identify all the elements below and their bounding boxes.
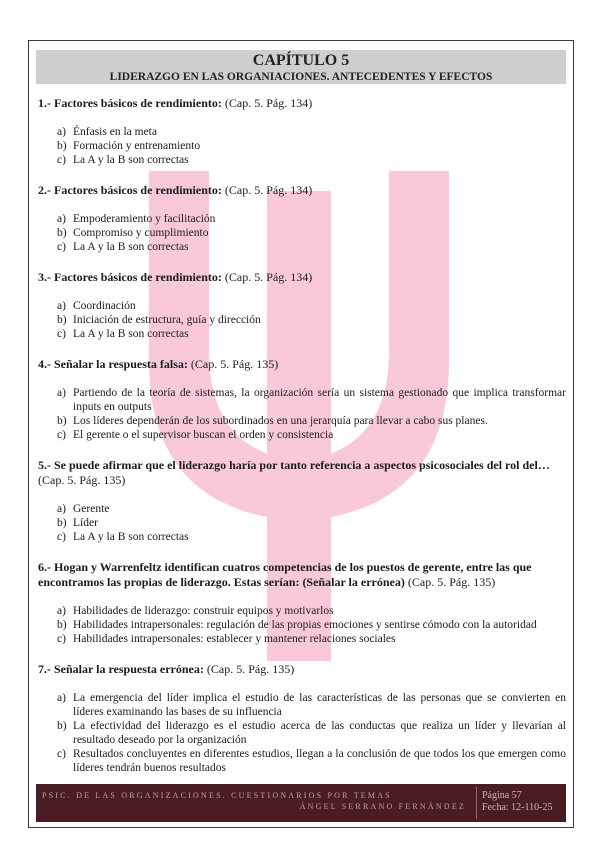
- page-number: Página 57: [482, 790, 522, 801]
- option-a: a) Partiendo de la teoría de sistemas, la organización sería un sistema gestionado que implica transformar inputs en outputs: [57, 387, 566, 413]
- option-c: c) La A y la B son correctas: [57, 531, 189, 543]
- option-c: c) La A y la B son correctas: [57, 154, 189, 166]
- option-b: b) Iniciación de estructura, guía y dirección: [57, 314, 261, 326]
- option-a: a) Coordinación: [57, 300, 136, 312]
- question-title: 3.- Factores básicos de rendimiento: (Cap. 5. Pág. 134): [38, 270, 313, 284]
- option-b: b) Compromiso y cumplimiento: [57, 227, 209, 239]
- options-list: [38, 386, 566, 442]
- options-list: [38, 212, 566, 254]
- option-c: c) El gerente o el supervisor buscan el orden y consistencia: [57, 429, 334, 441]
- question-title: 6.- Hogan y Warrenfeltz identifican cuatros competencias de los puestos de gerente, entre las que encontramos las propias de liderazgo. Estas serían: (Señalar la errónea) (Cap. 5. Pág. 135): [38, 560, 532, 589]
- question-title: 7.- Señalar la respuesta errónea: (Cap. 5. Pág. 135): [38, 662, 295, 676]
- option-c: c) La A y la B son correctas: [57, 328, 189, 340]
- question-title: 4.- Señalar la respuesta falsa: (Cap. 5. Pág. 135): [38, 357, 279, 371]
- option-a: a) Gerente: [57, 503, 110, 515]
- options-list: [38, 125, 566, 167]
- option-c: c) Resultados concluyentes en diferentes estudios, llegan a la conclusión de que todos los que emergen como líderes tendrán buenos resultados: [57, 748, 566, 774]
- questions-list: [38, 96, 566, 791]
- option-a: a) Empoderamiento y facilitación: [57, 213, 216, 225]
- option-c: c) Habilidades intrapersonales: establecer y mantener relaciones sociales: [57, 633, 396, 645]
- document-page: [28, 40, 574, 828]
- question-title: 2.- Factores básicos de rendimiento: (Cap. 5. Pág. 134): [38, 183, 313, 197]
- footer-author: ÁNGEL SERRANO FERNÁNDEZ: [299, 802, 466, 811]
- option-a: a) Habilidades de liderazgo: construir equipos y motivarlos: [57, 605, 334, 617]
- question-6: [38, 560, 566, 646]
- chapter-header: [36, 50, 566, 84]
- option-b: b) Habilidades intrapersonales: regulación de las propias emociones y sentirse cómodo con la autoridad: [57, 619, 537, 631]
- question-title: 1.- Factores básicos de rendimiento: (Cap. 5. Pág. 134): [38, 96, 313, 110]
- options-list: [38, 502, 566, 544]
- option-a: a) La emergencia del líder implica el estudio de las características de las personas que se convierten en líderes examinando las bases de su influencia: [57, 692, 566, 718]
- chapter-subtitle: LIDERAZGO EN LAS ORGANIACIONES. ANTECEDENTES Y EFECTOS: [109, 71, 493, 83]
- question-1: [38, 96, 566, 167]
- options-list: [38, 299, 566, 341]
- footer-course-title: PSIC. DE LAS ORGANIZACIONES. CUESTIONARIOS POR TEMAS: [42, 791, 392, 800]
- question-2: [38, 183, 566, 254]
- option-b: b) Formación y entrenamiento: [57, 140, 201, 152]
- page-date: Fecha: 12-110-25: [482, 802, 553, 813]
- footer-page-info: [476, 787, 562, 819]
- chapter-title: CAPÍTULO 5: [252, 52, 350, 69]
- options-list: [38, 691, 566, 775]
- options-list: [38, 604, 566, 646]
- option-b: b) La efectividad del liderazgo es el estudio acerca de las conductas que realiza un líder y llevarían al resultado deseado por la organización: [57, 720, 566, 746]
- option-b: b) Líder: [57, 517, 98, 529]
- question-4: [38, 357, 566, 442]
- question-5: [38, 458, 566, 544]
- question-7: [38, 662, 566, 775]
- footer-course-info: [42, 790, 472, 812]
- option-b: b) Los líderes dependerán de los subordinados en una jerarquía para llevar a cabo sus planes.: [57, 415, 488, 427]
- page-footer: [36, 784, 566, 822]
- question-title: 5.- Se puede afirmar que el liderazgo haría por tanto referencia a aspectos psicosociales del rol del… (Cap. 5. Pág. 135): [38, 458, 550, 487]
- option-a: a) Énfasis en la meta: [57, 126, 157, 138]
- question-3: [38, 270, 566, 341]
- option-c: c) La A y la B son correctas: [57, 241, 189, 253]
